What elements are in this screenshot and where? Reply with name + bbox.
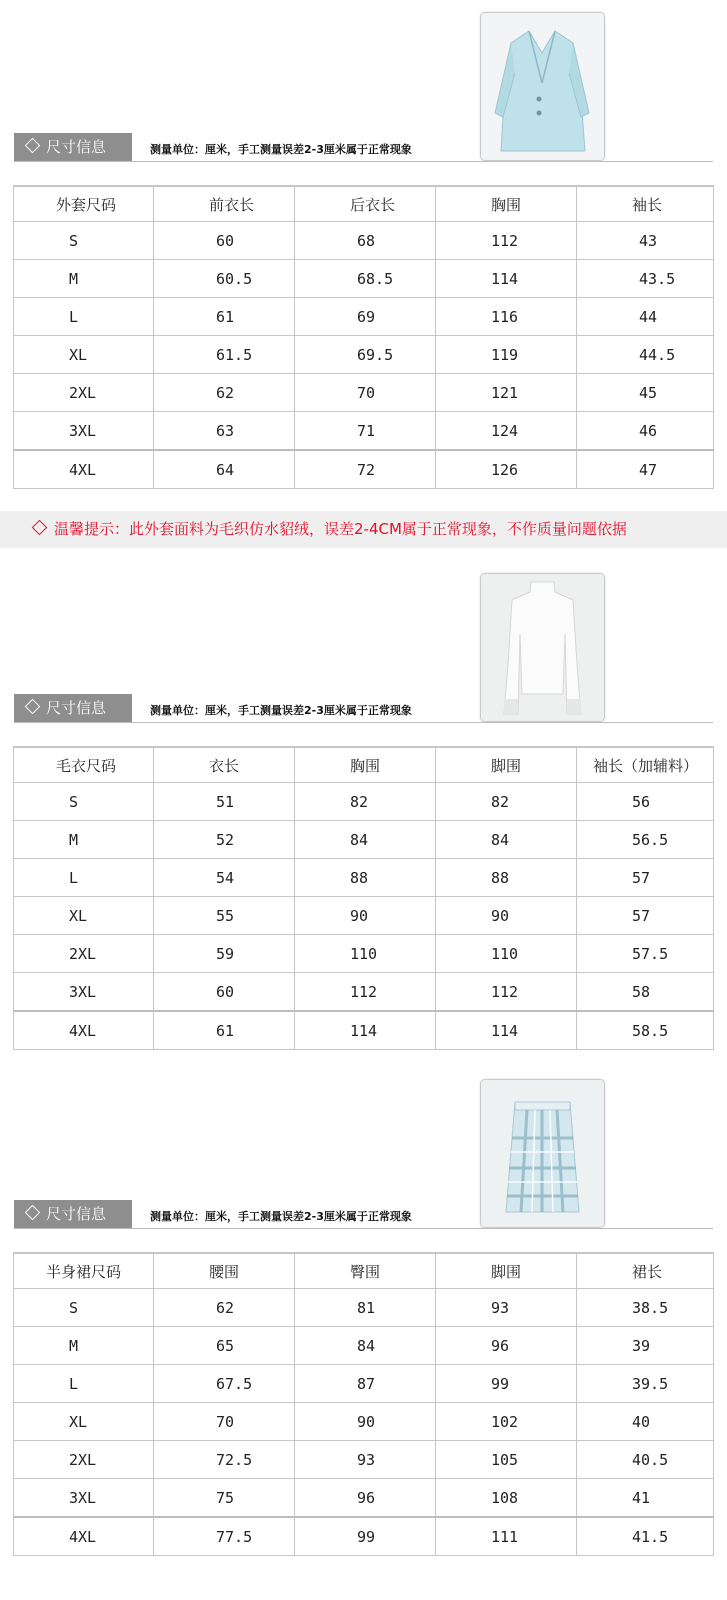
column-header: 衣长 bbox=[154, 747, 295, 783]
diamond-icon bbox=[25, 138, 41, 154]
value-cell: 84 bbox=[436, 821, 577, 859]
value-cell: 45 bbox=[577, 374, 714, 412]
value-cell: 121 bbox=[436, 374, 577, 412]
table-row bbox=[14, 1403, 714, 1441]
column-header: 腰围 bbox=[154, 1253, 295, 1289]
coat-image bbox=[481, 13, 604, 160]
value-cell: 88 bbox=[295, 859, 436, 897]
value-cell: 88 bbox=[436, 859, 577, 897]
value-cell: 57 bbox=[577, 859, 714, 897]
value-cell: 116 bbox=[436, 298, 577, 336]
sweater-image bbox=[481, 574, 604, 721]
size-cell: XL bbox=[14, 1403, 154, 1441]
value-cell: 52 bbox=[154, 821, 295, 859]
sweater-size-table bbox=[13, 746, 714, 1050]
table-header-row bbox=[14, 1253, 714, 1289]
column-header: 半身裙尺码 bbox=[14, 1253, 154, 1289]
header-divider bbox=[14, 1228, 713, 1229]
size-info-title: 尺寸信息 bbox=[46, 699, 107, 717]
value-cell: 44 bbox=[577, 298, 714, 336]
value-cell: 40.5 bbox=[577, 1441, 714, 1479]
size-info-title: 尺寸信息 bbox=[46, 138, 107, 156]
value-cell: 77.5 bbox=[154, 1517, 295, 1556]
value-cell: 126 bbox=[436, 450, 577, 489]
column-header: 毛衣尺码 bbox=[14, 747, 154, 783]
value-cell: 70 bbox=[154, 1403, 295, 1441]
value-cell: 62 bbox=[154, 1289, 295, 1327]
value-cell: 71 bbox=[295, 412, 436, 451]
value-cell: 68.5 bbox=[295, 260, 436, 298]
size-cell: M bbox=[14, 260, 154, 298]
value-cell: 93 bbox=[295, 1441, 436, 1479]
header-divider bbox=[14, 161, 713, 162]
value-cell: 119 bbox=[436, 336, 577, 374]
value-cell: 96 bbox=[436, 1327, 577, 1365]
size-info-tab bbox=[14, 1200, 132, 1229]
coat-photo bbox=[480, 12, 605, 161]
table-row bbox=[14, 298, 714, 336]
value-cell: 90 bbox=[295, 897, 436, 935]
size-cell: 3XL bbox=[14, 1479, 154, 1518]
value-cell: 43.5 bbox=[577, 260, 714, 298]
size-cell: S bbox=[14, 1289, 154, 1327]
value-cell: 68 bbox=[295, 222, 436, 260]
value-cell: 43 bbox=[577, 222, 714, 260]
table-row bbox=[14, 973, 714, 1012]
value-cell: 70 bbox=[295, 374, 436, 412]
size-cell: 3XL bbox=[14, 412, 154, 451]
diamond-icon bbox=[25, 699, 41, 715]
value-cell: 112 bbox=[295, 973, 436, 1012]
value-cell: 81 bbox=[295, 1289, 436, 1327]
value-cell: 44.5 bbox=[577, 336, 714, 374]
size-cell: XL bbox=[14, 336, 154, 374]
table-row bbox=[14, 1479, 714, 1518]
value-cell: 40 bbox=[577, 1403, 714, 1441]
table-row bbox=[14, 260, 714, 298]
skirt-image bbox=[481, 1080, 604, 1227]
value-cell: 62 bbox=[154, 374, 295, 412]
value-cell: 56.5 bbox=[577, 821, 714, 859]
size-cell: 2XL bbox=[14, 374, 154, 412]
size-cell: S bbox=[14, 222, 154, 260]
table-row bbox=[14, 1327, 714, 1365]
value-cell: 84 bbox=[295, 1327, 436, 1365]
value-cell: 63 bbox=[154, 412, 295, 451]
size-cell: L bbox=[14, 1365, 154, 1403]
table-row bbox=[14, 1441, 714, 1479]
table-header-row bbox=[14, 186, 714, 222]
value-cell: 57.5 bbox=[577, 935, 714, 973]
value-cell: 108 bbox=[436, 1479, 577, 1518]
size-cell: L bbox=[14, 298, 154, 336]
size-cell: M bbox=[14, 821, 154, 859]
size-cell: 4XL bbox=[14, 1011, 154, 1050]
value-cell: 67.5 bbox=[154, 1365, 295, 1403]
coat-size-table bbox=[13, 185, 714, 489]
measurement-note: 测量单位：厘米，手工测量误差2-3厘米属于正常现象 bbox=[150, 704, 412, 717]
size-info-tab bbox=[14, 133, 132, 162]
value-cell: 110 bbox=[436, 935, 577, 973]
column-header: 后衣长 bbox=[295, 186, 436, 222]
size-cell: 4XL bbox=[14, 450, 154, 489]
value-cell: 105 bbox=[436, 1441, 577, 1479]
size-cell: 2XL bbox=[14, 935, 154, 973]
measurement-note: 测量单位：厘米，手工测量误差2-3厘米属于正常现象 bbox=[150, 1210, 412, 1223]
header-divider bbox=[14, 722, 713, 723]
value-cell: 102 bbox=[436, 1403, 577, 1441]
value-cell: 47 bbox=[577, 450, 714, 489]
value-cell: 72 bbox=[295, 450, 436, 489]
size-cell: 3XL bbox=[14, 973, 154, 1012]
value-cell: 64 bbox=[154, 450, 295, 489]
value-cell: 46 bbox=[577, 412, 714, 451]
warm-tip-bar bbox=[0, 511, 727, 548]
table-row bbox=[14, 450, 714, 489]
column-header: 裙长 bbox=[577, 1253, 714, 1289]
table-row bbox=[14, 935, 714, 973]
column-header: 臀围 bbox=[295, 1253, 436, 1289]
size-cell: 2XL bbox=[14, 1441, 154, 1479]
value-cell: 72.5 bbox=[154, 1441, 295, 1479]
value-cell: 114 bbox=[436, 1011, 577, 1050]
value-cell: 61 bbox=[154, 1011, 295, 1050]
value-cell: 82 bbox=[436, 783, 577, 821]
value-cell: 99 bbox=[436, 1365, 577, 1403]
column-header: 外套尺码 bbox=[14, 186, 154, 222]
table-row bbox=[14, 821, 714, 859]
size-info-tab bbox=[14, 694, 132, 723]
table-row bbox=[14, 1517, 714, 1556]
size-info-title: 尺寸信息 bbox=[46, 1205, 107, 1223]
diamond-icon bbox=[32, 520, 48, 536]
value-cell: 51 bbox=[154, 783, 295, 821]
value-cell: 65 bbox=[154, 1327, 295, 1365]
size-cell: L bbox=[14, 859, 154, 897]
value-cell: 75 bbox=[154, 1479, 295, 1518]
value-cell: 69.5 bbox=[295, 336, 436, 374]
table-row bbox=[14, 336, 714, 374]
value-cell: 58.5 bbox=[577, 1011, 714, 1050]
value-cell: 60 bbox=[154, 973, 295, 1012]
column-header: 前衣长 bbox=[154, 186, 295, 222]
table-row bbox=[14, 374, 714, 412]
value-cell: 84 bbox=[295, 821, 436, 859]
column-header: 袖长（加辅料） bbox=[577, 747, 714, 783]
value-cell: 93 bbox=[436, 1289, 577, 1327]
value-cell: 39.5 bbox=[577, 1365, 714, 1403]
value-cell: 38.5 bbox=[577, 1289, 714, 1327]
table-row bbox=[14, 1365, 714, 1403]
value-cell: 111 bbox=[436, 1517, 577, 1556]
value-cell: 41 bbox=[577, 1479, 714, 1518]
value-cell: 99 bbox=[295, 1517, 436, 1556]
table-row bbox=[14, 222, 714, 260]
value-cell: 41.5 bbox=[577, 1517, 714, 1556]
sweater-photo bbox=[480, 573, 605, 722]
table-row bbox=[14, 783, 714, 821]
value-cell: 90 bbox=[295, 1403, 436, 1441]
warm-tip-text: 温馨提示：此外套面料为毛织仿水貂绒，误差2-4CM属于正常现象，不作质量问题依据 bbox=[54, 520, 627, 538]
table-row bbox=[14, 897, 714, 935]
table-row bbox=[14, 1289, 714, 1327]
value-cell: 57 bbox=[577, 897, 714, 935]
column-header: 脚围 bbox=[436, 1253, 577, 1289]
size-cell: XL bbox=[14, 897, 154, 935]
column-header: 胸围 bbox=[295, 747, 436, 783]
value-cell: 39 bbox=[577, 1327, 714, 1365]
value-cell: 82 bbox=[295, 783, 436, 821]
value-cell: 60 bbox=[154, 222, 295, 260]
value-cell: 90 bbox=[436, 897, 577, 935]
value-cell: 60.5 bbox=[154, 260, 295, 298]
skirt-size-table bbox=[13, 1252, 714, 1556]
value-cell: 96 bbox=[295, 1479, 436, 1518]
value-cell: 59 bbox=[154, 935, 295, 973]
table-header-row bbox=[14, 747, 714, 783]
size-cell: M bbox=[14, 1327, 154, 1365]
value-cell: 69 bbox=[295, 298, 436, 336]
column-header: 脚围 bbox=[436, 747, 577, 783]
value-cell: 112 bbox=[436, 973, 577, 1012]
size-cell: S bbox=[14, 783, 154, 821]
column-header: 袖长 bbox=[577, 186, 714, 222]
value-cell: 58 bbox=[577, 973, 714, 1012]
value-cell: 110 bbox=[295, 935, 436, 973]
table-row bbox=[14, 1011, 714, 1050]
table-row bbox=[14, 412, 714, 451]
value-cell: 61 bbox=[154, 298, 295, 336]
column-header: 胸围 bbox=[436, 186, 577, 222]
measurement-note: 测量单位：厘米，手工测量误差2-3厘米属于正常现象 bbox=[150, 143, 412, 156]
value-cell: 114 bbox=[295, 1011, 436, 1050]
skirt-photo bbox=[480, 1079, 605, 1228]
value-cell: 124 bbox=[436, 412, 577, 451]
value-cell: 87 bbox=[295, 1365, 436, 1403]
value-cell: 55 bbox=[154, 897, 295, 935]
value-cell: 112 bbox=[436, 222, 577, 260]
value-cell: 61.5 bbox=[154, 336, 295, 374]
value-cell: 54 bbox=[154, 859, 295, 897]
table-row bbox=[14, 859, 714, 897]
value-cell: 114 bbox=[436, 260, 577, 298]
diamond-icon bbox=[25, 1205, 41, 1221]
value-cell: 56 bbox=[577, 783, 714, 821]
size-cell: 4XL bbox=[14, 1517, 154, 1556]
